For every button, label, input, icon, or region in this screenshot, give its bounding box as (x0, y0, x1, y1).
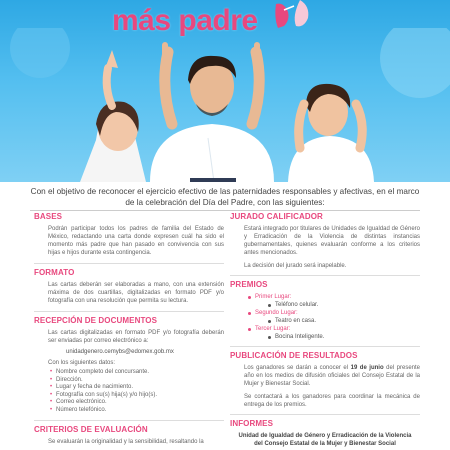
divider-line (230, 275, 420, 276)
formato-section (34, 268, 224, 305)
results-date: 19 de junio (350, 365, 384, 371)
prize-label: Bocina Inteligente. (275, 334, 325, 340)
informes-line-1: Unidad de Igualdad de Género y Erradicación de la Violencia (238, 433, 412, 439)
prize-third (230, 325, 420, 341)
divider-line (230, 414, 420, 415)
divider-line (34, 311, 224, 312)
criterios-text: Se evaluarán la originalidad y la sensibilidad, resaltando la (48, 438, 204, 445)
bullet-icon (268, 304, 271, 307)
recepcion-data-intro: Con los siguientes datos: (48, 360, 116, 366)
list-item: • Número telefónico. (56, 407, 224, 415)
publicacion-text-pre: Los ganadores se darán a conocer el (244, 365, 351, 371)
bullet-icon (248, 328, 251, 331)
premios-title: PREMIOS (230, 280, 268, 289)
place-label: Primer Lugar: (255, 294, 292, 300)
divider-line (230, 346, 420, 347)
formato-text: Las cartas deberán ser elaboradas a mano, con una extensión máxima de dos cuartillas, digitalizadas en formato PDF y/o fotografía con una resolución que permita su lectura. (48, 282, 224, 304)
publicacion-title: PUBLICACIÓN DE RESULTADOS (230, 351, 358, 360)
criterios-title: CRITERIOS DE EVALUACIÓN (34, 424, 148, 434)
place-label: Tercer Lugar: (255, 326, 291, 332)
bullet-icon (248, 296, 251, 299)
prize-second (230, 309, 420, 325)
bases-title: BASES (34, 212, 63, 221)
informes-section (230, 419, 420, 448)
jurado-decision: La decisión del jurado será inapelable. (244, 263, 347, 269)
bases-text: Podrán participar todos los padres de familia del Estado de México, redactando una carta donde expresen cuál ha sido el momento más padre que han pasado en convivencia con sus hijas e hijos durante esta contingencia. (48, 226, 224, 256)
publicacion-contact: Se contactará a los ganadores para coordinar la mecánica de entrega de los premios. (244, 394, 420, 408)
list-item: • Lugar y fecha de nacimiento. (56, 384, 224, 392)
prize-first (230, 293, 420, 309)
campaign-title (112, 0, 258, 36)
jurado-section (230, 212, 420, 270)
list-item: • Dirección. (56, 377, 224, 385)
jurado-title: JURADO CALIFICADOR (230, 212, 323, 221)
divider-line (34, 420, 224, 421)
place-label: Segundo Lugar: (255, 310, 298, 316)
prize-label: Teatro en casa. (275, 318, 317, 324)
required-data-list (34, 369, 224, 415)
bases-section (34, 212, 224, 257)
left-column (34, 212, 224, 446)
publicacion-text (230, 364, 420, 388)
bullet-icon (268, 320, 271, 323)
intro-text: Con el objetivo de reconocer el ejercicio efectivo de las paternidades responsables y afectivas, en el marco de la celebración del Día del Padre, con las siguientes: (30, 187, 420, 207)
section-divider (30, 210, 420, 211)
recepcion-text: Las cartas digitalizadas en formato PDF y/o fotografía deberán ser enviadas por correo electrónico a: (48, 330, 224, 344)
criterios-section (34, 425, 224, 446)
heart-hands-icon (270, 0, 314, 32)
premios-section (230, 280, 420, 341)
right-column (230, 212, 420, 448)
jurado-text: Estará integrado por titulares de Unidades de Igualdad de Género y Erradicación de la Violencia de distintas instancias gubernamentales, quienes evaluarán conforme a los criterios antes mencionados. (244, 226, 420, 256)
publicacion-section (230, 351, 420, 409)
recepcion-section (34, 316, 224, 415)
list-item: • Correo electrónico. (56, 399, 224, 407)
list-item: • Nombre completo del concursante. (56, 369, 224, 377)
contact-email-link[interactable]: unidadgenero.cemybs@edomex.gob.mx (66, 349, 174, 355)
father-children-photo (0, 28, 450, 182)
list-item: • Fotografía con su(s) hija(s) y/o hijo(s). (56, 392, 224, 400)
bullet-icon (268, 336, 271, 339)
informes-line-2: del Consejo Estatal de la Mujer y Bienestar Social (254, 441, 396, 447)
prize-label: Teléfono celular. (275, 302, 319, 308)
formato-title: FORMATO (34, 268, 75, 277)
divider-line (34, 263, 224, 264)
hero-banner (0, 0, 450, 182)
publicacion-text-post: del presente año en los medios de difusión oficiales del Consejo Estatal de la Mujer y Bienestar Social. (244, 365, 420, 387)
campaign-title-text: más padre (112, 4, 258, 37)
informes-title: INFORMES (230, 419, 274, 428)
bullet-icon (248, 312, 251, 315)
recepcion-title: RECEPCIÓN DE DOCUMENTOS (34, 316, 158, 325)
